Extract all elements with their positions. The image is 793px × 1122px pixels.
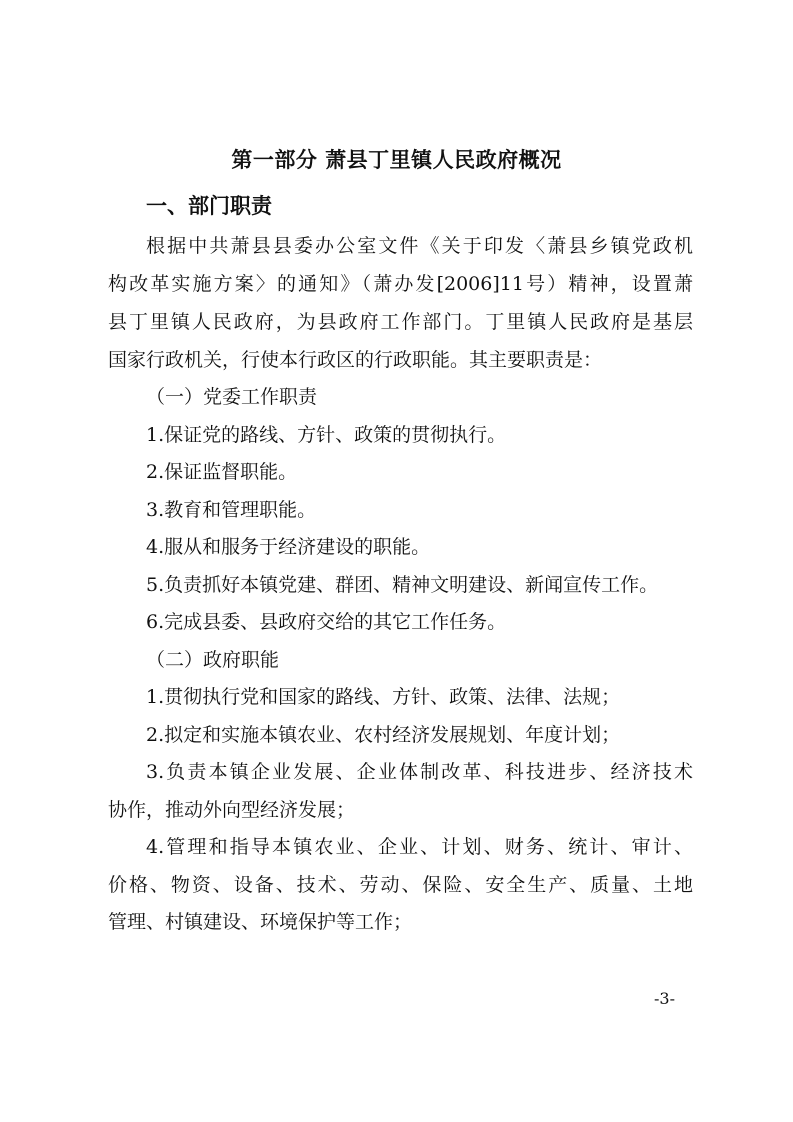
party-item-1: 1.保证党的路线、方针、政策的贯彻执行。 [146,424,507,446]
party-item-3: 3.教育和管理职能。 [146,499,317,521]
page-title: 第一部分 萧县丁里镇人民政府概况 [231,148,562,172]
gov-functions-heading: （二）政府职能 [146,649,280,671]
gov-item-4-line-3: 管理、村镇建设、环境保护等工作； [108,911,413,933]
gov-item-1: 1.贯彻执行党和国家的路线、方针、政策、法律、法规； [146,686,621,708]
party-item-6: 6.完成县委、县政府交给的其它工作任务。 [146,611,507,633]
party-item-2: 2.保证监督职能。 [146,461,298,483]
party-item-5: 5.负责抓好本镇党建、群团、精神文明建设、新闻宣传工作。 [146,574,659,596]
page-number: -3- [654,989,675,1008]
gov-item-2: 2.拟定和实施本镇农业、农村经济发展规划、年度计划； [146,724,621,746]
intro-line-1: 根据中共萧县县委办公室文件《关于印发〈萧县乡镇党政机 [146,235,693,257]
intro-line-4: 国家行政机关，行使本行政区的行政职能。其主要职责是： [108,349,603,371]
section-heading-duties: 一、部门职责 [146,194,272,218]
intro-line-2: 构改革实施方案〉的通知》（萧办发[2006]11号）精神，设置萧 [108,273,693,295]
gov-item-3-line-2: 协作，推动外向型经济发展； [108,799,356,821]
gov-item-3-line-1: 3.负责本镇企业发展、企业体制改革、科技进步、经济技术 [146,761,693,783]
party-item-4: 4.服从和服务于经济建设的职能。 [146,536,431,558]
intro-line-3: 县丁里镇人民政府，为县政府工作部门。丁里镇人民政府是基层 [108,311,693,333]
gov-item-4-line-1: 4.管理和指导本镇农业、企业、计划、财务、统计、审计、 [146,836,693,858]
gov-item-4-line-2: 价格、物资、设备、技术、劳动、保险、安全生产、质量、土地 [108,874,693,896]
party-duties-heading: （一）党委工作职责 [146,386,318,408]
